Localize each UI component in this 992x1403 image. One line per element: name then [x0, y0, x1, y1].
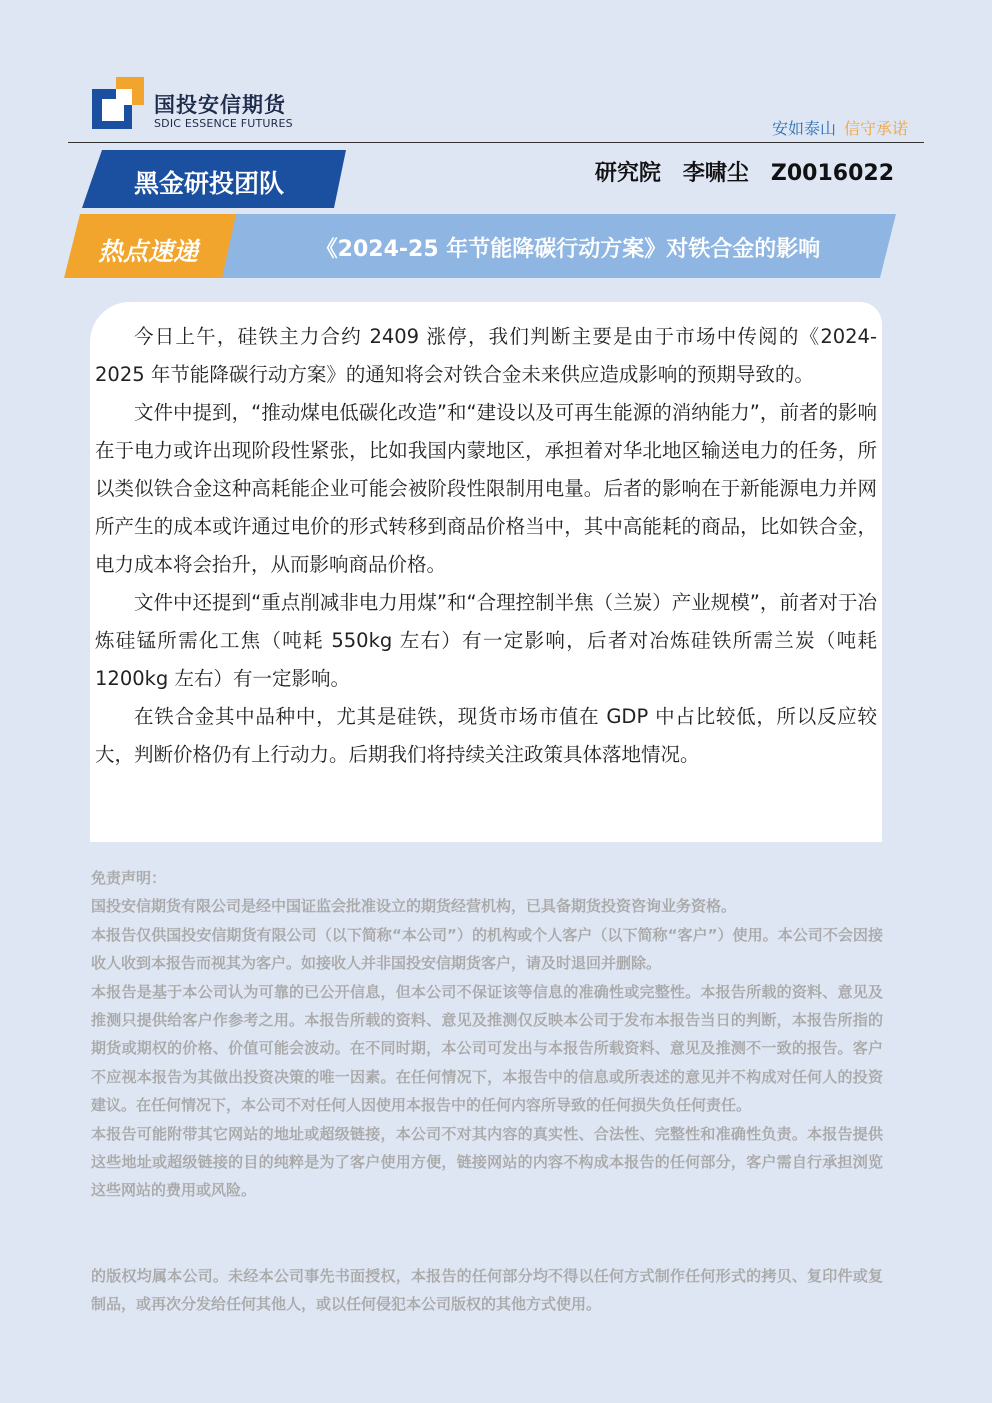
- body-paragraph: 文件中提到，“推动煤电低碳化改造”和“建设以及可再生能源的消纳能力”，前者的影响在于电力或许出现阶段性紧张，比如我国内蒙地区，承担着对华北地区输送电力的任务，所以类似铁合金这种高耗能企业可能会被阶段性限制用电量。后者的影响在于新能源电力并网所产生的成本或许通过电价的形式转移到商品价格当中，其中高能耗的商品，比如铁合金，电力成本将会抬升，从而影响商品价格。: [95, 401, 877, 576]
- disclaimer-heading: 免责声明：: [91, 869, 167, 887]
- disclaimer: [91, 864, 883, 1205]
- hot-topic-banner: [64, 214, 896, 278]
- article-title: 《2024-25 年节能降碳行动方案》对铁合金的影响: [315, 237, 821, 262]
- body-paragraph: 文件中还提到“重点削减非电力用煤”和“合理控制半焦（兰炭）产业规模”，前者对于冶炼硅锰所需化工焦（吨耗 550kg 左右）有一定影响，后者对冶炼硅铁所需兰炭（吨耗 1200kg 左右）有一定影响。: [95, 591, 877, 690]
- body-paragraph: 今日上午，硅铁主力合约 2409 涨停，我们判断主要是由于市场中传阅的《2024-2025 年节能降碳行动方案》的通知将会对铁合金未来供应造成影响的预期导致的。: [95, 325, 877, 386]
- body-paragraph: 在铁合金其中品种中，尤其是硅铁，现货市场市值在 GDP 中占比较低，所以反应较大，判断价格仍有上行动力。后期我们将持续关注政策具体落地情况。: [95, 705, 877, 766]
- hot-topic-label: 热点速递: [98, 237, 199, 266]
- copyright-text: 的版权均属本公司。未经本公司事先书面授权，本报告的任何部分均不得以任何方式制作任何形式的拷贝、复印件或复制品，或再次分发给任何其他人，或以任何侵犯本公司版权的其他方式使用。: [91, 1267, 883, 1314]
- logo-english-name: SDIC ESSENCE FUTURES: [154, 117, 293, 130]
- header-divider: [68, 142, 924, 143]
- slogan-secondary: 信守承诺: [843, 119, 908, 138]
- logo-chinese-name: 国投安信期货: [154, 93, 286, 117]
- slogan-primary: 安如泰山: [771, 119, 836, 138]
- article-body: [90, 302, 882, 842]
- author-dept: 研究院: [594, 161, 661, 186]
- copyright-notice: [91, 1262, 883, 1319]
- team-name: 黑金研投团队: [134, 169, 285, 198]
- company-logo: [90, 75, 320, 135]
- logo-mark-icon: [90, 75, 146, 131]
- disclaimer-paragraph: 本报告是基于本公司认为可靠的已公开信息，但本公司不保证该等信息的准确性或完整性。本报告所载的资料、意见及推测只提供给客户作参考之用。本报告所载的资料、意见及推测仅反映本公司于发布本报告当日的判断，本报告所指的期货或期权的价格、价值可能会波动。在不同时期，本公司可发出与本报告所载资料、意见及推测不一致的报告。客户不应视本报告为其做出投资决策的唯一因素。在任何情况下，本报告中的信息或所表述的意见并不构成对任何人的投资建议。在任何情况下，本公司不对任何人因使用本报告中的任何内容所导致的任何损失负任何责任。: [91, 982, 883, 1115]
- author-line: [595, 156, 894, 187]
- disclaimer-paragraph: 国投安信期货有限公司是经中国证监会批准设立的期货经营机构，已具备期货投资咨询业务资格。: [91, 897, 737, 916]
- disclaimer-paragraph: 本报告仅供国投安信期货有限公司（以下简称“本公司”）的机构或个人客户（以下简称“客户”）使用。本公司不会因接收人收到本报告而视其为客户。如接收人并非国投安信期货客户，请及时退回并删除。: [91, 925, 883, 973]
- disclaimer-paragraph: 本报告可能附带其它网站的地址或超级链接，本公司不对其内容的真实性、合法性、完整性和准确性负责。本报告提供这些地址或超级链接的目的纯粹是为了客户使用方便，链接网站的内容不构成本报告的任何部分，客户需自行承担浏览这些网站的费用或风险。: [91, 1124, 883, 1200]
- slogan: [772, 116, 908, 139]
- team-banner: [82, 150, 346, 208]
- author-name: 李啸尘: [682, 161, 749, 186]
- author-license-id: Z0016022: [770, 161, 894, 186]
